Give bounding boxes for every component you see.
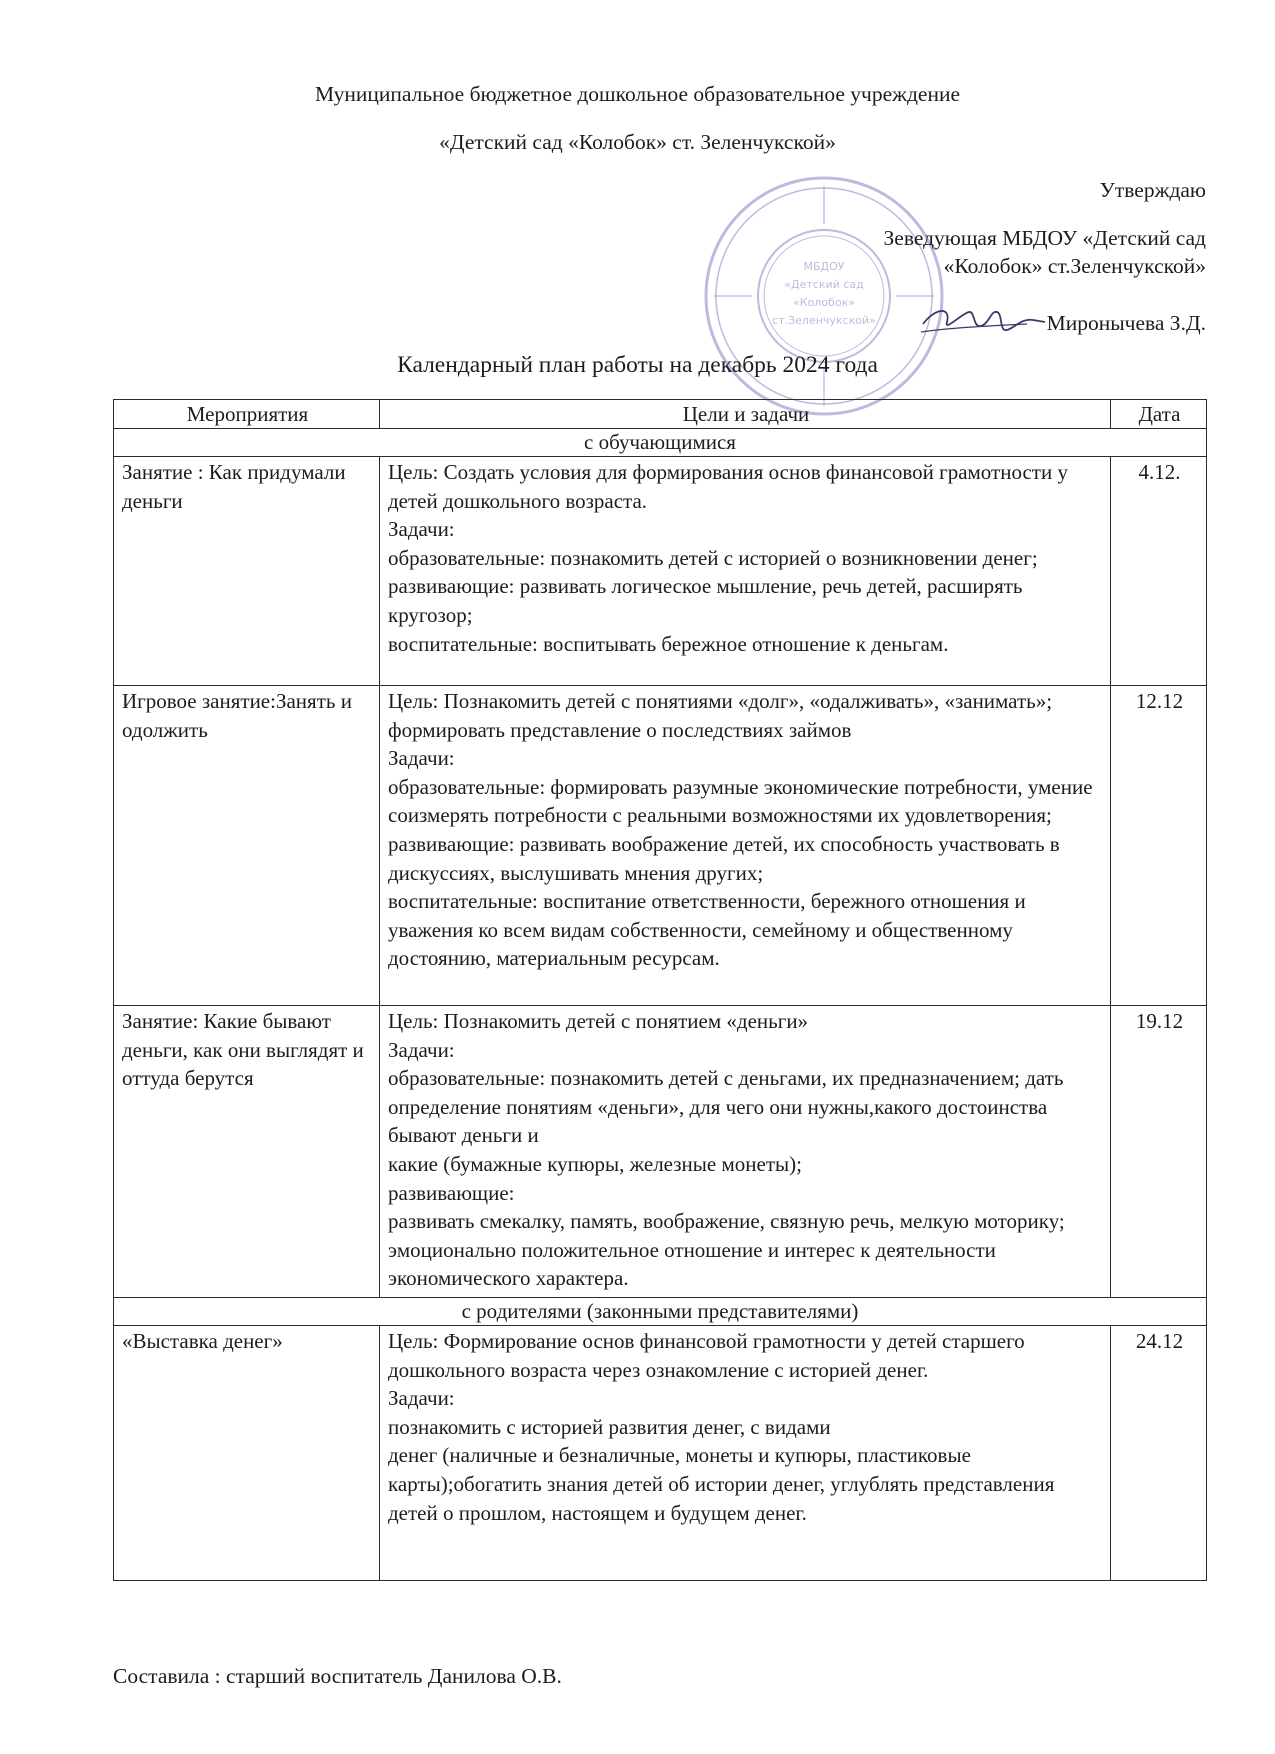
goal-line: Задачи: xyxy=(388,746,455,771)
header-events: Мероприятия xyxy=(114,400,380,429)
date-cell: 4.12. xyxy=(1111,457,1207,686)
goal-line: образовательные: формировать разумные экономические потребности, умение соизмерять потребности с реальными возможностями их удовлетворения; xyxy=(388,774,1093,828)
goal-line: Цель: Формирование основ финансовой грамотности у детей старшего дошкольного возраста через ознакомление с историей денег. xyxy=(388,1329,1025,1382)
section-row-students xyxy=(114,429,1207,457)
date-cell: 19.12 xyxy=(1111,1006,1207,1298)
table-header-row xyxy=(114,400,1207,429)
goal-line: Задачи: xyxy=(388,1386,455,1411)
goal-line: воспитательные: воспитание ответственности, бережного отношения и уважения ко всем видам собственности, семейному и общественному достоянию, материальным ресурсам. xyxy=(388,889,1026,971)
header-goals: Цели и задачи xyxy=(380,400,1111,429)
seal-stamp xyxy=(700,172,948,420)
goals-cell xyxy=(380,1326,1111,1581)
goal-line: познакомить с историей развития денег, с видами xyxy=(388,1414,831,1439)
goal-line: развивающие: xyxy=(388,1180,515,1205)
goal-line: развивающие: развивать воображение детей, их способность участвовать в дискуссиях, выслушивать мнения других; xyxy=(388,831,1060,885)
goal-line: Цель: Создать условия для формирования основ финансовой грамотности у детей дошкольного возраста. xyxy=(388,460,1068,513)
goal-line: развивающие: развивать логическое мышление, речь детей, расширять кругозор; xyxy=(388,574,1023,627)
approver-name: Миронычева З.Д. xyxy=(1046,311,1206,335)
stamp-line-4: ст.Зеленчукской» xyxy=(772,314,876,327)
goal-line: развивать смекалку, память, воображение, связную речь, мелкую моторику; эмоционально положительное отношение и интерес к деятельности экономического характера. xyxy=(388,1209,1065,1291)
approver-position-line2: «Колобок» ст.Зеленчукской» xyxy=(943,254,1206,278)
date-cell: 24.12 xyxy=(1111,1326,1207,1581)
goal-line: образовательные: познакомить детей с деньгами, их предназначением; дать определение понятиям «деньги», для чего они нужны,какого достоинства бывают деньги и xyxy=(388,1066,1064,1148)
signature-icon xyxy=(917,302,1047,340)
event-cell: Занятие : Как придумали деньги xyxy=(114,457,380,686)
approve-label: Утверждаю xyxy=(1099,178,1206,202)
table-row xyxy=(114,686,1207,1006)
org-name-line1: Муниципальное бюджетное дошкольное образовательное учреждение xyxy=(315,82,960,106)
plan-title: Календарный план работы на декабрь 2024 года xyxy=(397,352,878,378)
date-cell: 12.12 xyxy=(1111,686,1207,1006)
section-row-parents xyxy=(114,1298,1207,1326)
header-date: Дата xyxy=(1111,400,1207,429)
goal-line: денег (наличные и безналичные, монеты и купюры, пластиковые карты);обогатить знания детей об истории денег, углублять представления детей о прошлом, настоящем и будущем денег. xyxy=(388,1443,1055,1525)
event-cell: Занятие: Какие бывают деньги, как они выглядят и оттуда берутся xyxy=(114,1006,380,1298)
event-cell: «Выставка денег» xyxy=(114,1326,380,1581)
plan-table xyxy=(113,399,1207,1581)
event-cell: Игровое занятие:Занять и одолжить xyxy=(114,686,380,1006)
goals-cell xyxy=(380,457,1111,686)
goal-line: Цель: Познакомить детей с понятием «деньги» xyxy=(388,1009,809,1033)
section-label: с родителями (законными представителями) xyxy=(114,1298,1207,1326)
goals-cell xyxy=(380,1006,1111,1298)
goal-line: Задачи: xyxy=(388,1037,455,1062)
goals-cell xyxy=(380,686,1111,1006)
table-row xyxy=(114,1326,1207,1581)
section-label: с обучающимися xyxy=(114,429,1207,457)
stamp-line-3: «Колобок» xyxy=(793,296,855,309)
org-name-line2: «Детский сад «Колобок» ст. Зеленчукской» xyxy=(439,130,836,154)
approver-position-line1: Зеведующая МБДОУ «Детский сад xyxy=(883,226,1206,250)
table-row xyxy=(114,457,1207,686)
compiled-by: Составила : старший воспитатель Данилова О.В. xyxy=(113,1664,562,1688)
goal-line: Цель: Познакомить детей с понятиями «долг», «одалживать», «занимать»; формировать представление о последствиях займов xyxy=(388,689,1053,742)
goal-line: какие (бумажные купюры, железные монеты); xyxy=(388,1151,802,1176)
goal-line: воспитательные: воспитывать бережное отношение к деньгам. xyxy=(388,631,949,656)
stamp-line-2: «Детский сад xyxy=(784,278,864,291)
table-row xyxy=(114,1006,1207,1298)
approver-signature-line xyxy=(917,302,1206,340)
goal-line: образовательные: познакомить детей с историей о возникновении денег; xyxy=(388,545,1038,570)
stamp-line-1: МБДОУ xyxy=(803,260,845,273)
goal-line: Задачи: xyxy=(388,517,455,542)
